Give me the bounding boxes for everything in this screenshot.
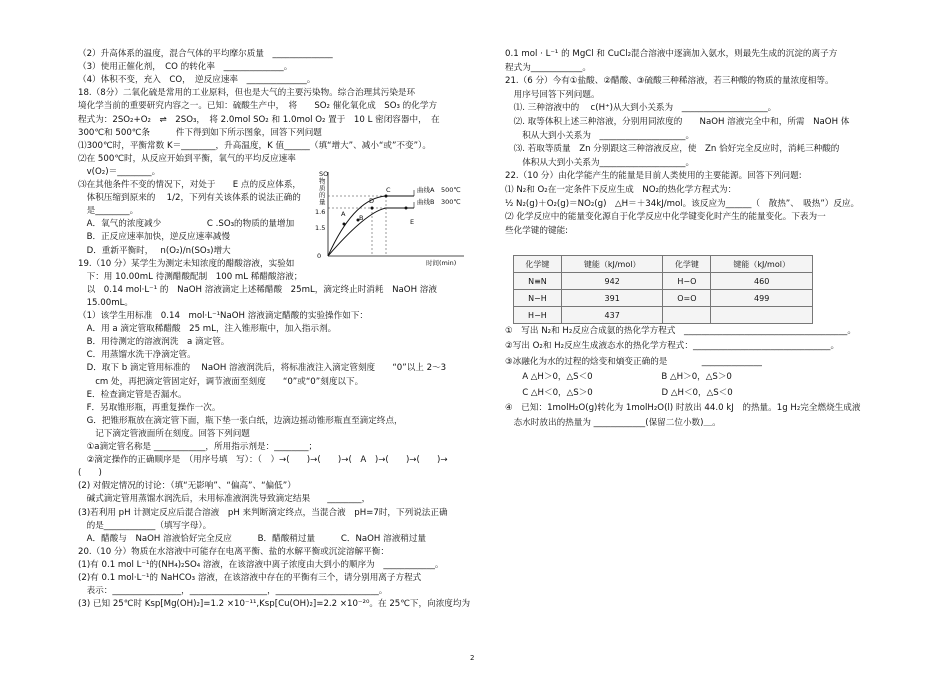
text-line: G．把锥形瓶放在滴定管下面，瓶下垫一张白纸，边滴边摇动锥形瓶直至滴定终点， [78,415,403,426]
bond-energy-table: 化学键 键能（kJ/mol） 化学键 键能（kJ/mol） N≡N 942 H−O 460 N−H 391 O=O 499 H−H 437 [513,255,813,324]
text-line: ③冰融化为水的过程的焓变和熵变正确的是 ______________ [505,356,762,367]
text-line: A．醋酸与 NaOH 溶液恰好完全反应 B．醋酸稍过量 C．NaOH 溶液稍过量 [78,533,427,544]
text-line: ⑵ 化学反应中的能量变化源自于化学反应中化学键变化时产生的能量变化。下表为一 [505,212,826,223]
text-line: 些化学键的键能: [505,225,569,236]
text-line: ⑶在其他条件不变的情况下，对处于 E 点的反应体系， [78,180,302,190]
text-line: C △H＜0，△S＞0 D △H＜0，△S＜0 [505,387,733,398]
text-line: ⑵在 500℃时，从反应开始到平衡，氧气的平均反应速率 [78,153,296,164]
text-line: cm 处，再把滴定管固定好，调节液面至刻度 “0”或“0”刻度以下。 [78,376,364,387]
text-line: （4）体积不变，充入 CO， 逆反应速率 ______________。 [78,75,316,86]
text-line: 用序号回答下列问题。 [505,89,600,100]
text-line: ②滴定操作的正确顺序是 （用序号填 写）：（ ）→( )→( )→( A )→( )→( )→ [78,455,448,466]
text-line: 体积从大到小关系为____________________。 [505,157,695,168]
text-line: 22.（10 分）由化学能产生的能量是目前人类使用的主要能源。回答下列问题: [505,171,802,182]
text-line: 的是____________（填写字母）。 [78,520,212,531]
svg-text:0: 0 [317,252,322,260]
page-number: 2 [470,654,475,662]
text-line: 碱式滴定管用蒸馏水润洗后，未用标准液润洗导致滴定结果 ________， [78,494,371,505]
text-line: 积从大到小关系为 ____________________。 [505,130,695,141]
svg-text:的: 的 [319,191,326,199]
text-line: D．重新平衡时， n(O₂)/n(SO₃)增大 [78,245,231,256]
text-line: 记下滴定管液面所在刻度。回答下列问题 [78,428,250,439]
text-line: (3) 已知 25℃时 Ksp[Mg(OH)₂]=1.2 ×10⁻¹¹,Ksp[Cu(OH)₂]=2.2 ×10⁻²⁰。在 25℃下，向浓度均为 [78,599,471,610]
text-line: ( ) [78,468,102,479]
text-line: 20.（10 分）物质在水溶液中可能存在电离平衡、盐的水解平衡或沉淀溶解平衡： [78,546,389,557]
x-axis-label: 时间(min) [426,259,457,267]
ytick-1-5: 1.5 [315,224,326,232]
svg-text:SO: SO [319,170,329,178]
text-line: 15.00mL。 [78,297,133,308]
text-line: C．用蒸馏水洗干净滴定管。 [78,350,196,361]
label-E: E [410,218,415,226]
text-line: ⑴300℃时，平衡常数 K＝________，升高温度，K 值______（填“增大”、减小“或”不变”）。 [78,140,431,151]
text-line: (3)若利用 pH 计测定反应后混合溶液 pH 来判断滴定终点，当混合液 pH=7时，下列说法正确 [78,507,448,518]
text-line: 18.（8分）二氧化硫是常用的工业原料，但也是大气的主要污染物。综合治理其污染是环 [78,88,416,99]
text-line: 表示：________________，__________________，________________________。 [78,586,388,597]
label-B: B [359,214,364,222]
text-line: ⑴ N₂和 O₂在一定条件下反应生成 NO₂的热化学方程式为： [505,185,737,195]
so3-time-chart [314,168,472,268]
text-line: 以 0.14 mol·L⁻¹ 的 NaOH 溶液滴定上述稀醋酸 25mL，滴定终止时消耗 NaOH 溶液 [78,284,437,295]
text-line: 0.1 mol · L⁻¹ 的 MgCl 和 CuCl₂混合溶液中逐滴加入氨水，则最先生成的沉淀的离子方 [505,49,838,59]
text-line: (2) 对假定情况的讨论：（填“无影响”、“偏高”、“偏低”） [78,481,296,492]
text-line: 是________。 [78,206,139,217]
text-line: ① 写出 N₂和 H₂反应合成氨的热化学方程式 ______________________________________。 [505,326,856,336]
text-line: (1)有 0.1 mol L⁻¹的(NH₄)₂SO₄ 溶液，在该溶液中离子浓度由大到小的顺序为 ____________。 [78,559,444,570]
text-line: （1）该学生用标准 0.14 mol·L⁻¹NaOH 溶液滴定醋酸的实验操作如下： [78,311,369,321]
text-line: ②写出 O₂和 H₂反应生成液态水的热化学方程式：________________________________。 [505,341,840,352]
text-line: B．用待测定的溶液润洗 a 滴定管。 [78,337,230,348]
ytick-1-6: 1.6 [315,208,326,216]
text-line: B．正反应速率加快，逆反应速率减慢 [78,232,230,243]
text-line: ⑴. 三种溶液中的 c(H⁺)从大到小关系为 ____________________。 [505,103,777,114]
text-line: 境化学当前的重要研究内容之一。已知：硫酸生产中， 将 SO₂ 催化氧化成 SO₃ 的化学方 [78,101,438,112]
text-line: 下：用 10.00mL 待测醋酸配制 100 mL 稀醋酸溶液； [78,271,303,282]
text-line: A．用 a 滴定管取稀醋酸 25 mL，注入锥形瓶中，加入指示剂。 [78,324,337,335]
text-line: 21.（6 分）今有①盐酸、②醋酸、③硫酸三种稀溶液，若三种酸的物质的量浓度相等。 [505,76,834,87]
text-line: F．另取锥形瓶，再重复操作一次。 [78,402,221,413]
label-A: A [341,210,346,218]
text-line: (2)有 0.1 mol·L⁻¹的 NaHCO₃ 溶液，在该溶液中存在的平衡有三个，请分别用离子方程式 [78,573,422,583]
text-line: A △H＞0，△S＜0 B △H＞0，△S＞0 [505,372,732,383]
text-line: A．氧气的浓度减少 C .SO₃的物质的量增加 [78,219,295,230]
label-D: D [369,197,375,205]
text-line: ½ N₂(g)＋O₂(g)＝NO₂(g) △H＝＋34kJ/mol。该反应为______（ 散热”、 吸热”）反应。 [505,198,860,209]
svg-text:量: 量 [319,198,326,206]
text-line: ④ 已知：1molH₂O(g)转化为 1molH₂O(l) 时放出 44.0 kJ 的热量。1g H₂完全燃烧生成液 [505,403,861,413]
text-line: E．检查滴定管是否漏水。 [78,389,187,400]
text-line: （2）升高体系的温度，混合气体的平均摩尔质量 ______________ [78,49,333,59]
text-line: 300℃和 500℃条 件下得到如下所示图象，回答下列问题 [78,127,322,138]
text-line: ⑵. 取等体积上述三种溶液，分别用同浓度的 NaOH 溶液完全中和，所需 NaOH 体 [505,117,850,127]
text-line: 19.（10 分）某学生为测定未知浓度的醋酸溶液，实验如 [78,258,295,269]
svg-text:质: 质 [319,184,326,192]
text-line: ①a滴定管名称是 ____________，所用指示剂是：________； [78,442,318,452]
text-line: ⑶. 若取等质量 Zn 分别跟这三种溶液反应，使 Zn 恰好完全反应时，消耗三种酸的 [505,144,840,155]
legend-curve-a: 曲线A 500℃ [417,186,461,194]
text-line: 态水时放出的热量为 ____________(保留二位小数)＿。 [505,418,721,429]
legend-curve-b: 曲线B 300℃ [417,198,461,206]
text-line: 体积压缩到原来的 1/2，下列有关该体系的说法正确的 [78,193,301,204]
text-line: D．取下 b 滴定管用标准的 NaOH 溶液润洗后，将标准液注入滴定管刻度 “0”以上 2～3 [78,363,447,374]
text-line: v(O₂)＝________。 [78,166,161,177]
text-line: （3）使用正催化剂， CO 的转化率 ______________。 [78,62,293,73]
curve-a [328,196,414,256]
label-C: C [386,186,391,194]
text-line: 程式为：2SO₂+O₂ ⇌ 2SO₃， 将 2.0mol SO₂ 和 1.0mol O₂ 置于 10 L 密闭容器中， 在 [78,114,440,125]
text-line: 程式为____________。 [505,62,591,73]
svg-text:物: 物 [319,177,326,185]
